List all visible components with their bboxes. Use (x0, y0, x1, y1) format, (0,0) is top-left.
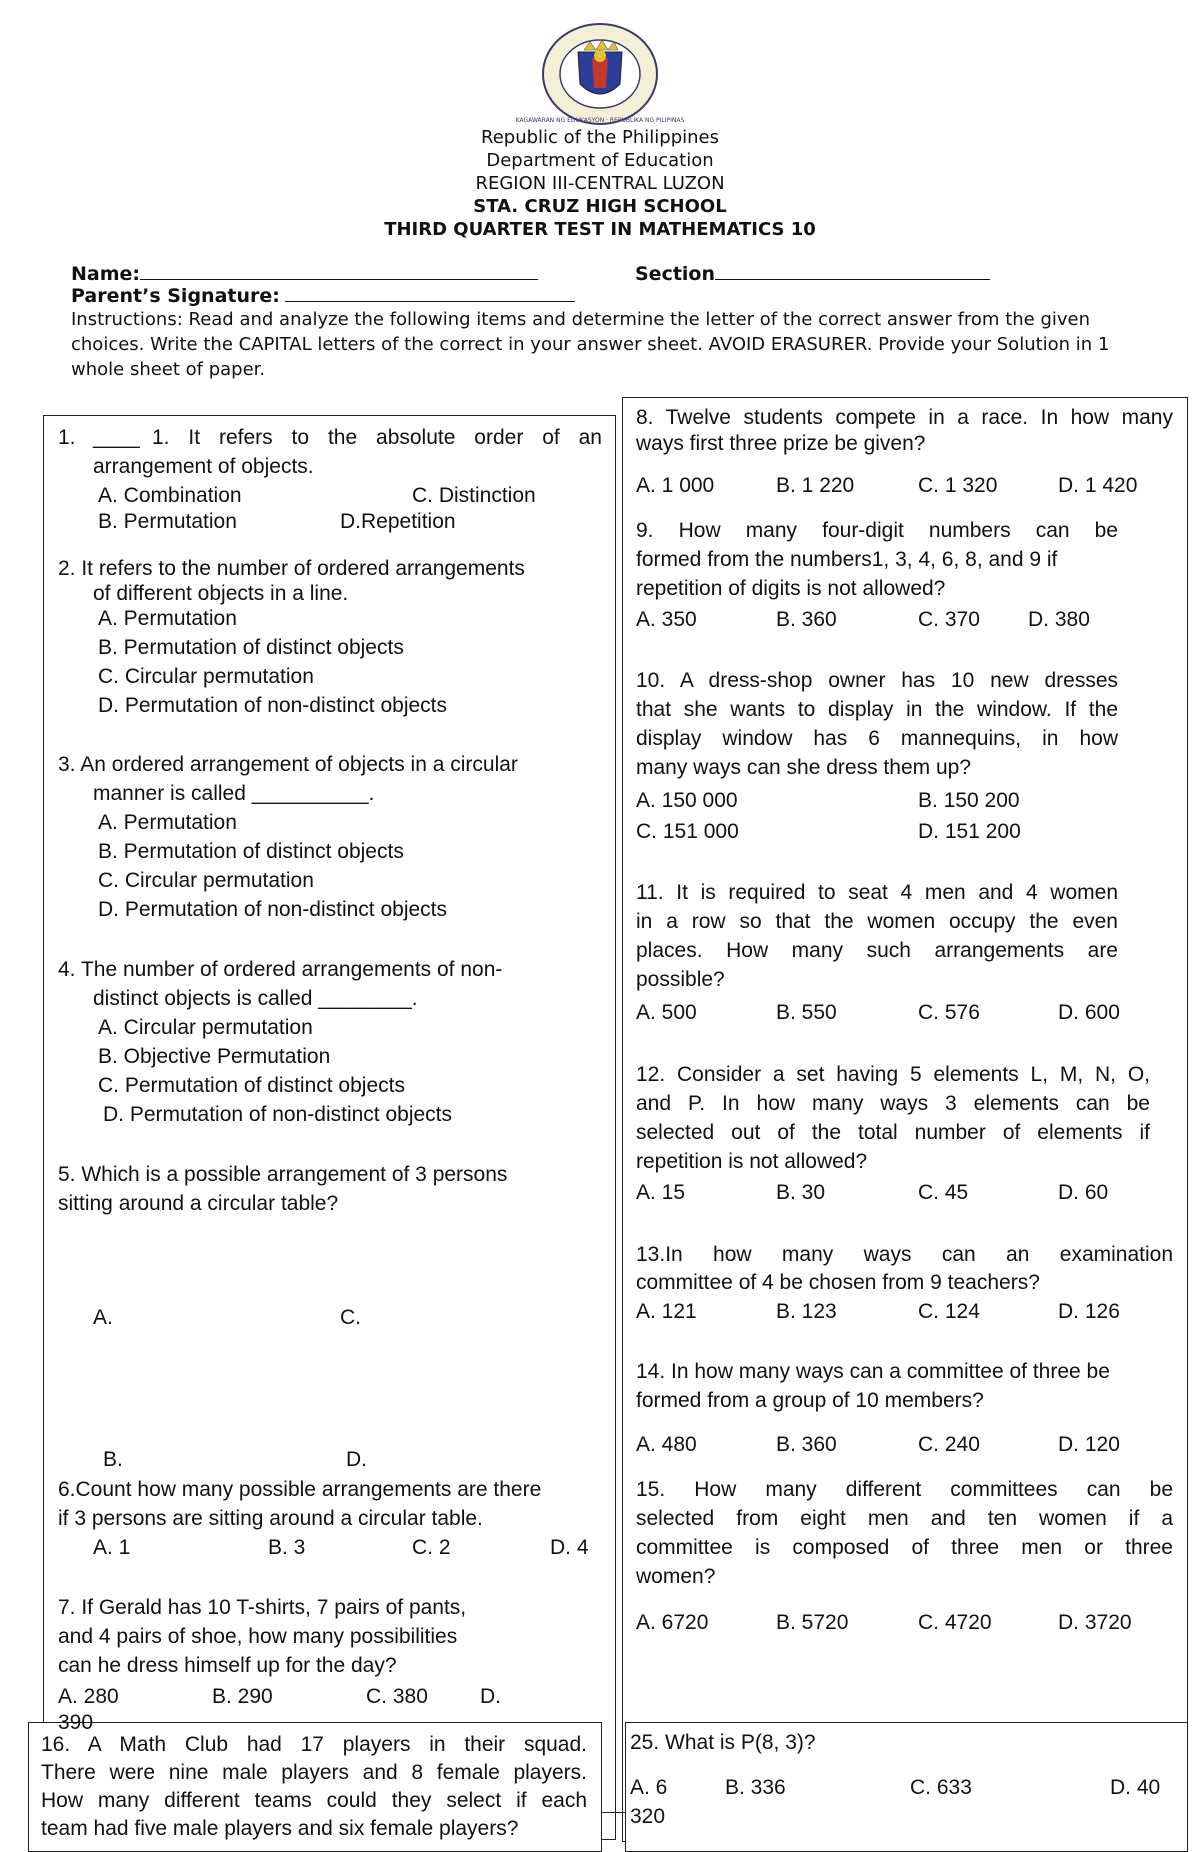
q1-choice-c[interactable]: C. Distinction (412, 484, 536, 507)
q25-choice-a[interactable]: A. 6 (630, 1776, 668, 1799)
instructions: Instructions: Read and analyze the following items and determine the letter of the correct answer from the given choices. Write the CAPITAL letters of the correct in your answer sheet. AVOID ERASURER. Provide your Solution in 1 whole sheet of paper. (71, 309, 1110, 380)
q7-stem-2: and 4 pairs of shoe, how many possibilities (58, 1625, 458, 1648)
q8-choice-b[interactable]: B. 1 220 (776, 474, 855, 497)
q9-choice-c[interactable]: C. 370 (918, 608, 980, 631)
q1-stem: 1. It refers to the absolute order of an (152, 426, 602, 449)
q1-choice-d[interactable]: D.Repetition (340, 510, 456, 533)
q5-stem-1: 5. Which is a possible arrangement of 3 persons (58, 1163, 508, 1186)
q8-choice-d[interactable]: D. 1 420 (1058, 474, 1138, 497)
q8-stem-1: 8. Twelve students compete in a race. In how many (636, 406, 1173, 429)
q4-stem-1: 4. The number of ordered arrangements of non- (58, 958, 503, 981)
q14-choice-b[interactable]: B. 360 (776, 1433, 837, 1456)
q15-stem-1: 15. How many different committees can be (636, 1478, 1173, 1501)
q12-choice-c[interactable]: C. 45 (918, 1181, 969, 1204)
q14-stem-1: 14. In how many ways can a committee of three be (636, 1360, 1110, 1383)
q1-stem-cont: arrangement of objects. (93, 455, 314, 478)
q10-choice-c[interactable]: C. 151 000 (636, 820, 739, 843)
q9-choice-a[interactable]: A. 350 (636, 608, 697, 631)
q16-stem-1: 16. A Math Club had 17 players in their squad. (41, 1733, 587, 1756)
q15-choice-a[interactable]: A. 6720 (636, 1611, 709, 1634)
q14-choice-a[interactable]: A. 480 (636, 1433, 697, 1456)
q7-choice-d-cont: 390 (58, 1711, 94, 1734)
q1-choice-a[interactable]: A. Combination (98, 484, 242, 507)
deped-seal (515, 22, 685, 126)
parent-signature-blank[interactable] (285, 300, 575, 302)
q15-choice-c[interactable]: C. 4720 (918, 1611, 992, 1634)
q25-choice-b[interactable]: B. 336 (725, 1776, 786, 1799)
q10-choice-a[interactable]: A. 150 000 (636, 789, 738, 812)
q13-stem-2: committee of 4 be chosen from 9 teachers? (636, 1271, 1040, 1294)
q12-stem-4: repetition is not allowed? (636, 1150, 868, 1173)
q2-stem-2: of different objects in a line. (93, 582, 349, 605)
q10-choice-d[interactable]: D. 151 200 (918, 820, 1021, 843)
name-blank[interactable] (140, 278, 538, 280)
q1-choice-b[interactable]: B. Permutation (98, 510, 237, 533)
q7-stem-3: can he dress himself up for the day? (58, 1654, 397, 1677)
q10-stem-3: display window has 6 mannequins, in how (636, 727, 1118, 750)
q5-choice-a[interactable]: A. (93, 1306, 113, 1329)
q3-choice-a[interactable]: A. Permutation (98, 811, 237, 834)
q7-choice-d[interactable]: D. (480, 1685, 501, 1708)
section-label: Section (635, 263, 716, 285)
q14-choice-d[interactable]: D. 120 (1058, 1433, 1120, 1456)
q13-choice-b[interactable]: B. 123 (776, 1300, 837, 1323)
q5-choice-d[interactable]: D. (346, 1448, 367, 1471)
school-name: STA. CRUZ HIGH SCHOOL (473, 196, 727, 217)
q3-choice-b[interactable]: B. Permutation of distinct objects (98, 840, 404, 863)
q6-choice-b[interactable]: B. 3 (268, 1536, 306, 1559)
q15-choice-b[interactable]: B. 5720 (776, 1611, 849, 1634)
q6-stem-2: if 3 persons are sitting around a circular table. (58, 1507, 483, 1530)
q13-choice-d[interactable]: D. 126 (1058, 1300, 1120, 1323)
q11-stem-2: in a row so that the women occupy the even (636, 910, 1118, 933)
q6-choice-a[interactable]: A. 1 (93, 1536, 131, 1559)
q16-stem-4: team had five male players and six female players? (41, 1817, 519, 1840)
q6-choice-d[interactable]: D. 4 (550, 1536, 589, 1559)
q3-choice-d[interactable]: D. Permutation of non-distinct objects (98, 898, 448, 921)
q11-choice-d[interactable]: D. 600 (1058, 1001, 1120, 1024)
q10-stem-2: that she wants to display in the window. If the (636, 698, 1118, 721)
q5-choice-c[interactable]: C. (340, 1306, 361, 1329)
q12-choice-d[interactable]: D. 60 (1058, 1181, 1109, 1204)
q4-choice-a[interactable]: A. Circular permutation (98, 1016, 313, 1039)
q4-choice-c[interactable]: C. Permutation of distinct objects (98, 1074, 405, 1097)
q11-stem-4: possible? (636, 968, 725, 991)
q1-answer-blank[interactable]: ____ (93, 426, 140, 449)
q2-choice-c[interactable]: C. Circular permutation (98, 665, 314, 688)
q2-choice-a[interactable]: A. Permutation (98, 607, 237, 630)
q16-stem-3: How many different teams could they select if each (41, 1789, 587, 1812)
header-line-1: Republic of the Philippines (481, 127, 719, 148)
q14-stem-2: formed from a group of 10 members? (636, 1389, 984, 1412)
q10-choice-b[interactable]: B. 150 200 (918, 789, 1020, 812)
q25-choice-d-cont: 320 (630, 1805, 666, 1828)
q8-stem-2: ways first three prize be given? (636, 432, 926, 455)
q7-stem-1: 7. If Gerald has 10 T-shirts, 7 pairs of pants, (58, 1596, 467, 1619)
q12-stem-1: 12. Consider a set having 5 elements L, M, N, O, (636, 1063, 1150, 1086)
q25-choice-d[interactable]: D. 40 (1110, 1776, 1161, 1799)
q5-stem-2: sitting around a circular table? (58, 1192, 339, 1215)
header-line-2: Department of Education (486, 150, 714, 171)
q14-choice-c[interactable]: C. 240 (918, 1433, 980, 1456)
q8-choice-c[interactable]: C. 1 320 (918, 474, 998, 497)
q10-stem-4: many ways can she dress them up? (636, 756, 971, 779)
section-field[interactable] (635, 263, 990, 285)
q4-choice-b[interactable]: B. Objective Permutation (98, 1045, 331, 1068)
q2-choice-b[interactable]: B. Permutation of distinct objects (98, 636, 404, 659)
box-connector (602, 1812, 625, 1813)
seal-text: KAGAWARAN NG EDUKASYON · REPUBLIKA NG PILIPINAS (515, 117, 685, 124)
q16-stem-2: There were nine male players and 8 female players. (41, 1761, 587, 1784)
q4-choice-d[interactable]: D. Permutation of non-distinct objects (103, 1103, 453, 1126)
q3-choice-c[interactable]: C. Circular permutation (98, 869, 314, 892)
q13-choice-a[interactable]: A. 121 (636, 1300, 697, 1323)
q13-choice-c[interactable]: C. 124 (918, 1300, 980, 1323)
q1-number: 1. (58, 426, 76, 449)
section-blank[interactable] (715, 278, 990, 280)
q11-stem-3: places. How many such arrangements are (636, 939, 1118, 962)
q6-choice-c[interactable]: C. 2 (412, 1536, 451, 1559)
q9-stem-3: repetition of digits is not allowed? (636, 577, 946, 600)
q25-choice-c[interactable]: C. 633 (910, 1776, 972, 1799)
header-line-3: REGION III-CENTRAL LUZON (475, 173, 725, 194)
q2-choice-d[interactable]: D. Permutation of non-distinct objects (98, 694, 448, 717)
name-label: Name: (71, 263, 141, 285)
q13-stem-1: 13.In how many ways can an examination (636, 1243, 1173, 1266)
q11-stem-1: 11. It is required to seat 4 men and 4 women (636, 881, 1118, 904)
q9-stem-2: formed from the numbers1, 3, 4, 6, 8, and 9 if (636, 548, 1058, 571)
q15-stem-4: women? (636, 1565, 716, 1588)
q9-stem-1: 9. How many four-digit numbers can be (636, 519, 1118, 542)
parent-signature-label: Parent’s Signature: (71, 285, 280, 307)
q12-stem-3: selected out of the total number of elements if (636, 1121, 1150, 1144)
q6-stem-1: 6.Count how many possible arrangements are there (58, 1478, 542, 1501)
q9-choice-d[interactable]: D. 380 (1028, 608, 1090, 631)
q11-choice-a[interactable]: A. 500 (636, 1001, 697, 1024)
q15-stem-3: committee is composed of three men or three (636, 1536, 1173, 1559)
q2-stem-1: 2. It refers to the number of ordered arrangements (58, 557, 525, 580)
q12-choice-b[interactable]: B. 30 (776, 1181, 826, 1204)
q11-choice-c[interactable]: C. 576 (918, 1001, 980, 1024)
q5-choice-b[interactable]: B. (103, 1448, 123, 1471)
name-field[interactable] (71, 263, 538, 285)
q4-stem-2: distinct objects is called ________. (93, 987, 418, 1010)
q3-stem-1: 3. An ordered arrangement of objects in a circular (58, 753, 518, 776)
q7-choice-c[interactable]: C. 380 (366, 1685, 428, 1708)
q12-stem-2: and P. In how many ways 3 elements can be (636, 1092, 1150, 1115)
q15-stem-2: selected from eight men and ten women if a (636, 1507, 1173, 1530)
test-title: THIRD QUARTER TEST IN MATHEMATICS 10 (384, 219, 816, 240)
q7-choice-b[interactable]: B. 290 (212, 1685, 273, 1708)
parent-signature-field[interactable] (71, 285, 575, 307)
q12-choice-a[interactable]: A. 15 (636, 1181, 686, 1204)
q3-stem-2: manner is called __________. (93, 782, 375, 805)
q15-choice-d[interactable]: D. 3720 (1058, 1611, 1132, 1634)
q9-choice-b[interactable]: B. 360 (776, 608, 837, 631)
q8-choice-a[interactable]: A. 1 000 (636, 474, 715, 497)
q11-choice-b[interactable]: B. 550 (776, 1001, 837, 1024)
q7-choice-a[interactable]: A. 280 (58, 1685, 119, 1708)
q10-stem-1: 10. A dress-shop owner has 10 new dresses (636, 669, 1118, 692)
q25-stem: 25. What is P(8, 3)? (630, 1731, 816, 1754)
